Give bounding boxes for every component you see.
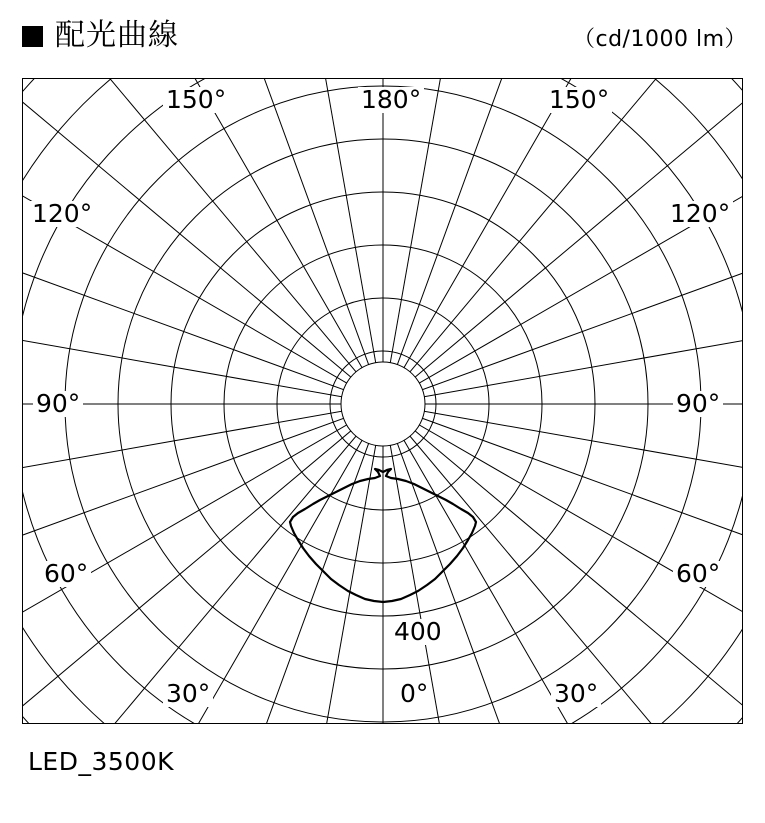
angle-label-120-right: 120° — [667, 201, 733, 227]
radial-tick-label-400: 400 — [391, 619, 445, 645]
filled-square-icon — [22, 26, 43, 47]
chart-center-hub — [341, 362, 425, 446]
lamp-type-label: LED_3500K — [28, 747, 174, 776]
angle-label-30-left: 30° — [163, 681, 213, 707]
polar-chart-svg — [23, 79, 742, 723]
page-title: 配光曲線 — [55, 18, 179, 53]
angle-label-150-left: 150° — [163, 87, 229, 113]
angle-label-150-right: 150° — [546, 87, 612, 113]
angle-label-60-right: 60° — [673, 561, 723, 587]
unit-label: （cd/1000 lm） — [573, 27, 747, 52]
angle-label-30-right: 30° — [551, 681, 601, 707]
angle-label-0: 0° — [397, 681, 431, 707]
polar-chart-frame — [22, 78, 743, 724]
angle-label-180: 180° — [358, 87, 424, 113]
angle-label-90-left: 90° — [33, 391, 83, 417]
angle-label-90-right: 90° — [673, 391, 723, 417]
title-group — [22, 20, 179, 52]
angle-label-60-left: 60° — [41, 561, 91, 587]
angle-label-120-left: 120° — [29, 201, 95, 227]
chart-header — [0, 12, 765, 64]
